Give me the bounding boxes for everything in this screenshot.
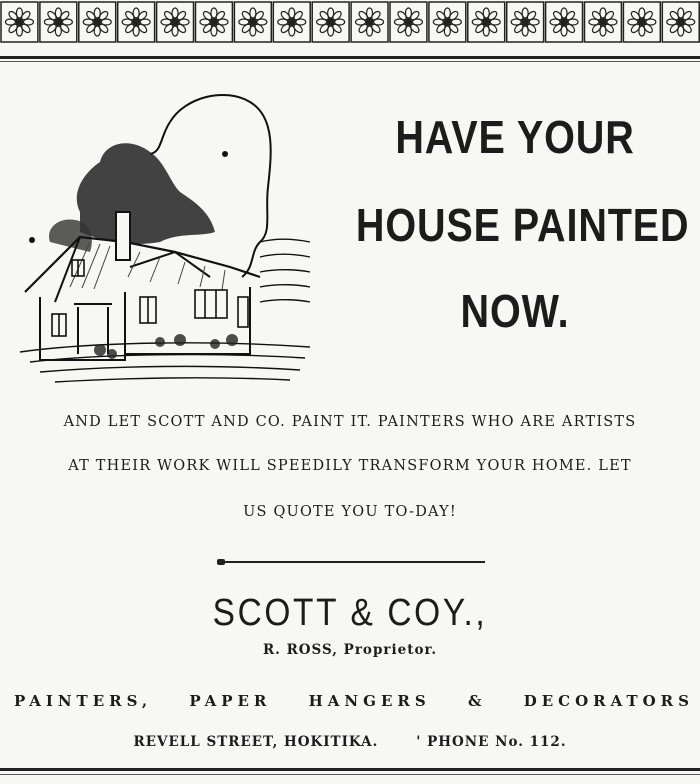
trade-hangers: HANGERS — [308, 692, 431, 710]
trade-ampersand: & — [467, 692, 487, 710]
headline-line-1: HAVE YOUR — [395, 111, 635, 163]
body-copy-line-3: US QUOTE YOU TO-DAY! — [243, 504, 457, 520]
street-address: REVELL STREET, HOKITIKA. — [133, 734, 379, 750]
trades-line — [14, 692, 694, 710]
address-line — [0, 734, 700, 750]
headline-line-2: HOUSE PAINTED — [355, 199, 690, 251]
headline-line-3: NOW. — [460, 285, 570, 337]
bottom-rule — [0, 768, 700, 771]
top-rule-thin — [0, 61, 700, 62]
house-illustration — [10, 92, 315, 392]
trade-painters: PAINTERS, — [14, 692, 153, 710]
phone-number: ' PHONE No. 112. — [416, 734, 567, 750]
top-rule — [0, 56, 700, 59]
ornamental-border — [0, 0, 700, 44]
body-copy-line-1: AND LET SCOTT AND CO. PAINT IT. PAINTERS WHO ARE ARTISTS — [63, 414, 637, 430]
divider-rule — [217, 561, 485, 563]
company-name: SCOTT & COY., — [212, 592, 488, 634]
body-copy-line-2: AT THEIR WORK WILL SPEEDILY TRANSFORM YOUR HOME. LET — [68, 458, 632, 474]
trade-decorators: DECORATORS — [523, 692, 694, 710]
proprietor-line: R. ROSS, Proprietor. — [262, 642, 438, 658]
bottom-rule-thin — [0, 774, 700, 775]
trade-paper: PAPER — [189, 692, 272, 710]
